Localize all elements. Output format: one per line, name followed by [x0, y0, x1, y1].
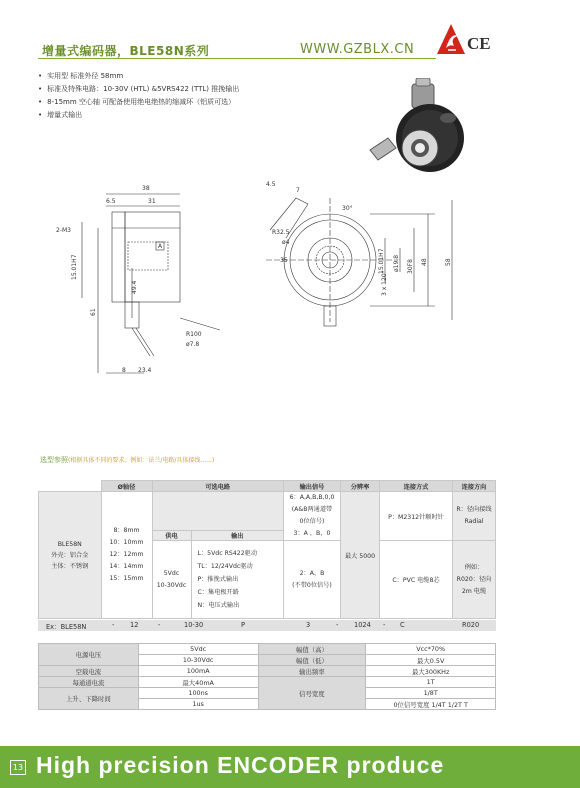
dim-38: 38	[142, 185, 150, 192]
supply-option: 5Vdc	[163, 569, 180, 577]
model-cell	[39, 492, 102, 619]
direction-line: Radial	[464, 518, 484, 525]
spec-value: 最大40mA	[138, 677, 258, 688]
direction-line: R020：径向	[456, 575, 492, 583]
direction-line: 例如：	[464, 563, 484, 571]
spec-label: 空载电流	[39, 666, 139, 677]
feature-item: • 实用型 标准外径 58mm	[38, 70, 239, 83]
dim-4-5: 4.5	[266, 181, 276, 188]
dim-8: 8	[122, 367, 126, 374]
table-row	[39, 677, 496, 688]
dim-r32-5: R32.5	[272, 229, 290, 236]
shaft-option: 10：10mm	[109, 539, 144, 546]
feature-list	[38, 70, 239, 122]
dim-6-5: 6.5	[106, 198, 116, 205]
signal-line: (A&B两通道带	[291, 506, 333, 513]
spec-value: 0位信号宽度 1/4T 1/2T T	[366, 699, 496, 710]
selection-heading	[40, 455, 214, 465]
footer-slogan: High precision ENCODER produce	[36, 752, 445, 778]
model-name: BLE58N	[57, 540, 82, 548]
table-row	[39, 644, 496, 655]
example-model: Ex：BLE58N	[46, 623, 87, 631]
dim-2-m3: 2-M3	[56, 227, 71, 234]
spec-label: 幅值（高）	[258, 644, 366, 655]
example-shaft: 12	[130, 621, 139, 629]
shaft-option: 12：12mm	[109, 551, 144, 558]
example-signal: 3	[306, 621, 311, 629]
selection-heading-text: 选型参照	[40, 456, 68, 464]
output-header: 输出	[191, 531, 284, 541]
header-circuit: 可选电路	[152, 481, 284, 492]
connection-cell-b: C：PVC 电缆8芯	[380, 541, 453, 619]
spec-label: 电源电压	[39, 644, 139, 666]
header-signal: 输出信号	[284, 481, 341, 492]
dim-r100: R100	[186, 331, 202, 338]
spec-label: 上升、下降时间	[39, 688, 139, 710]
dim-15h7-side: 15.01H7	[71, 254, 78, 280]
table-header-row	[39, 481, 496, 492]
output-cell	[191, 541, 284, 619]
selection-table	[38, 480, 496, 619]
spec-value: 5Vdc	[138, 644, 258, 655]
dim-phi19-8: ø19.8	[393, 254, 400, 272]
feature-item: • 标准及特殊电路：10-30V (HTL) &5VRS422 (TTL) 推挽输出	[38, 83, 239, 96]
dim-7: 7	[296, 187, 300, 194]
example-connection: C	[400, 621, 405, 629]
dim-tag-a: A	[158, 243, 163, 250]
spec-value: 最大300KHz	[366, 666, 496, 677]
brand-logo	[436, 22, 466, 60]
dim-48: 48	[421, 258, 428, 266]
dim-23-4: 23.4	[138, 367, 152, 374]
direction-line: R：径向接线	[456, 506, 492, 513]
direction-cell-b	[453, 541, 496, 619]
footer-banner	[0, 746, 580, 788]
spec-value: 100mA	[138, 666, 258, 677]
spec-label: 幅值（低）	[258, 655, 366, 666]
resolution-cell: 最大 5000	[341, 492, 380, 619]
example-resolution: 1024	[354, 621, 371, 629]
signal-line: 3：A ，B，0	[293, 530, 331, 537]
dim-3x120: 3 x 120°	[381, 270, 388, 296]
spec-value: 1us	[138, 699, 258, 710]
output-option: N：电压式输出	[197, 602, 240, 609]
supply-option: 10-30Vdc	[156, 581, 187, 589]
output-option: C：集电极开路	[197, 589, 239, 596]
signal-line: 6：A,A,B,B,0,0	[289, 494, 335, 501]
dim-35: 35	[280, 257, 288, 264]
header-connection: 连接方式	[380, 481, 453, 492]
selection-note: (根据具体不同的要求。例如：法兰/电路/具体接线......)	[68, 457, 215, 464]
connection-cell-a: P：M2312针顺时针	[380, 492, 453, 541]
spec-label: 信号宽度	[258, 677, 366, 710]
signal-cell-a	[284, 492, 341, 541]
output-option: P：推挽式输出	[197, 576, 239, 583]
spec-value: 最大0.5V	[366, 655, 496, 666]
side-view	[82, 194, 220, 373]
ce-mark: CE	[467, 34, 491, 53]
example-sep: -	[112, 621, 115, 629]
page-number: 13	[10, 760, 26, 775]
spec-value: 10-30Vdc	[138, 655, 258, 666]
header-divider	[38, 58, 436, 59]
spec-table	[38, 643, 496, 710]
example-sep: -	[383, 621, 386, 629]
header-resolution: 分辨率	[341, 481, 380, 492]
example-direction: R020	[462, 621, 480, 629]
direction-line: 2m 电缆	[461, 587, 487, 595]
feature-item: • 增量式输出	[38, 109, 239, 122]
spec-value: 100ns	[138, 688, 258, 699]
dim-30-deg: 30°	[342, 205, 353, 212]
dim-31: 31	[148, 198, 156, 205]
dim-30f8: 30F8	[407, 259, 414, 274]
feature-item: • 8-15mm 空心轴 可配备使用绝电绝热的缩减环（铝质可选）	[38, 96, 239, 109]
dim-phi4: ø4	[282, 239, 290, 246]
page-title: 增量式编码器，BLE58N系列	[42, 44, 210, 58]
output-option: TL：12/24Vdc驱动	[197, 563, 253, 570]
example-supply: 10-30	[184, 621, 204, 629]
shaft-cell	[101, 492, 152, 619]
dim-58: 58	[445, 258, 452, 266]
example-output: P	[241, 621, 245, 629]
header-direction: 连接方向	[453, 481, 496, 492]
model-body: 主体：不锈钢	[51, 562, 89, 570]
shaft-option: 14：14mm	[109, 563, 144, 570]
encoder-photo	[368, 78, 488, 182]
direction-cell-a	[453, 492, 496, 541]
signal-line: (不带0位信号)	[292, 581, 332, 589]
signal-line: 0位信号)	[299, 518, 325, 525]
spec-value: 1T	[366, 677, 496, 688]
dim-7-8: ø7.8	[186, 341, 200, 348]
header-shaft: Ø轴径	[101, 481, 152, 492]
example-sep: -	[158, 621, 161, 629]
order-example-bar	[38, 620, 496, 631]
spec-label: 输出频率	[258, 666, 366, 677]
spec-value: Vcc*70%	[366, 644, 496, 655]
shaft-option: 8：8mm	[113, 527, 140, 534]
dimension-drawing	[40, 168, 470, 387]
model-housing: 外壳：铝合金	[51, 551, 89, 559]
signal-line: 2：A，B	[299, 569, 325, 577]
spec-label: 每通道电流	[39, 677, 139, 688]
shaft-option: 15：15mm	[109, 575, 144, 582]
dim-61: 61	[90, 308, 97, 316]
supply-cell	[152, 541, 191, 619]
signal-cell-b	[284, 541, 341, 619]
table-row	[39, 666, 496, 677]
website-url[interactable]: WWW.GZBLX.CN	[300, 42, 415, 57]
dim-49-4: 49.4	[131, 280, 138, 294]
example-sep: -	[336, 621, 339, 629]
spec-value: 1/8T	[366, 688, 496, 699]
supply-header: 供电	[152, 531, 191, 541]
dim-15h7-front: 15.01H7	[378, 248, 385, 274]
output-option: L：5Vdc RS422驱动	[197, 550, 258, 557]
